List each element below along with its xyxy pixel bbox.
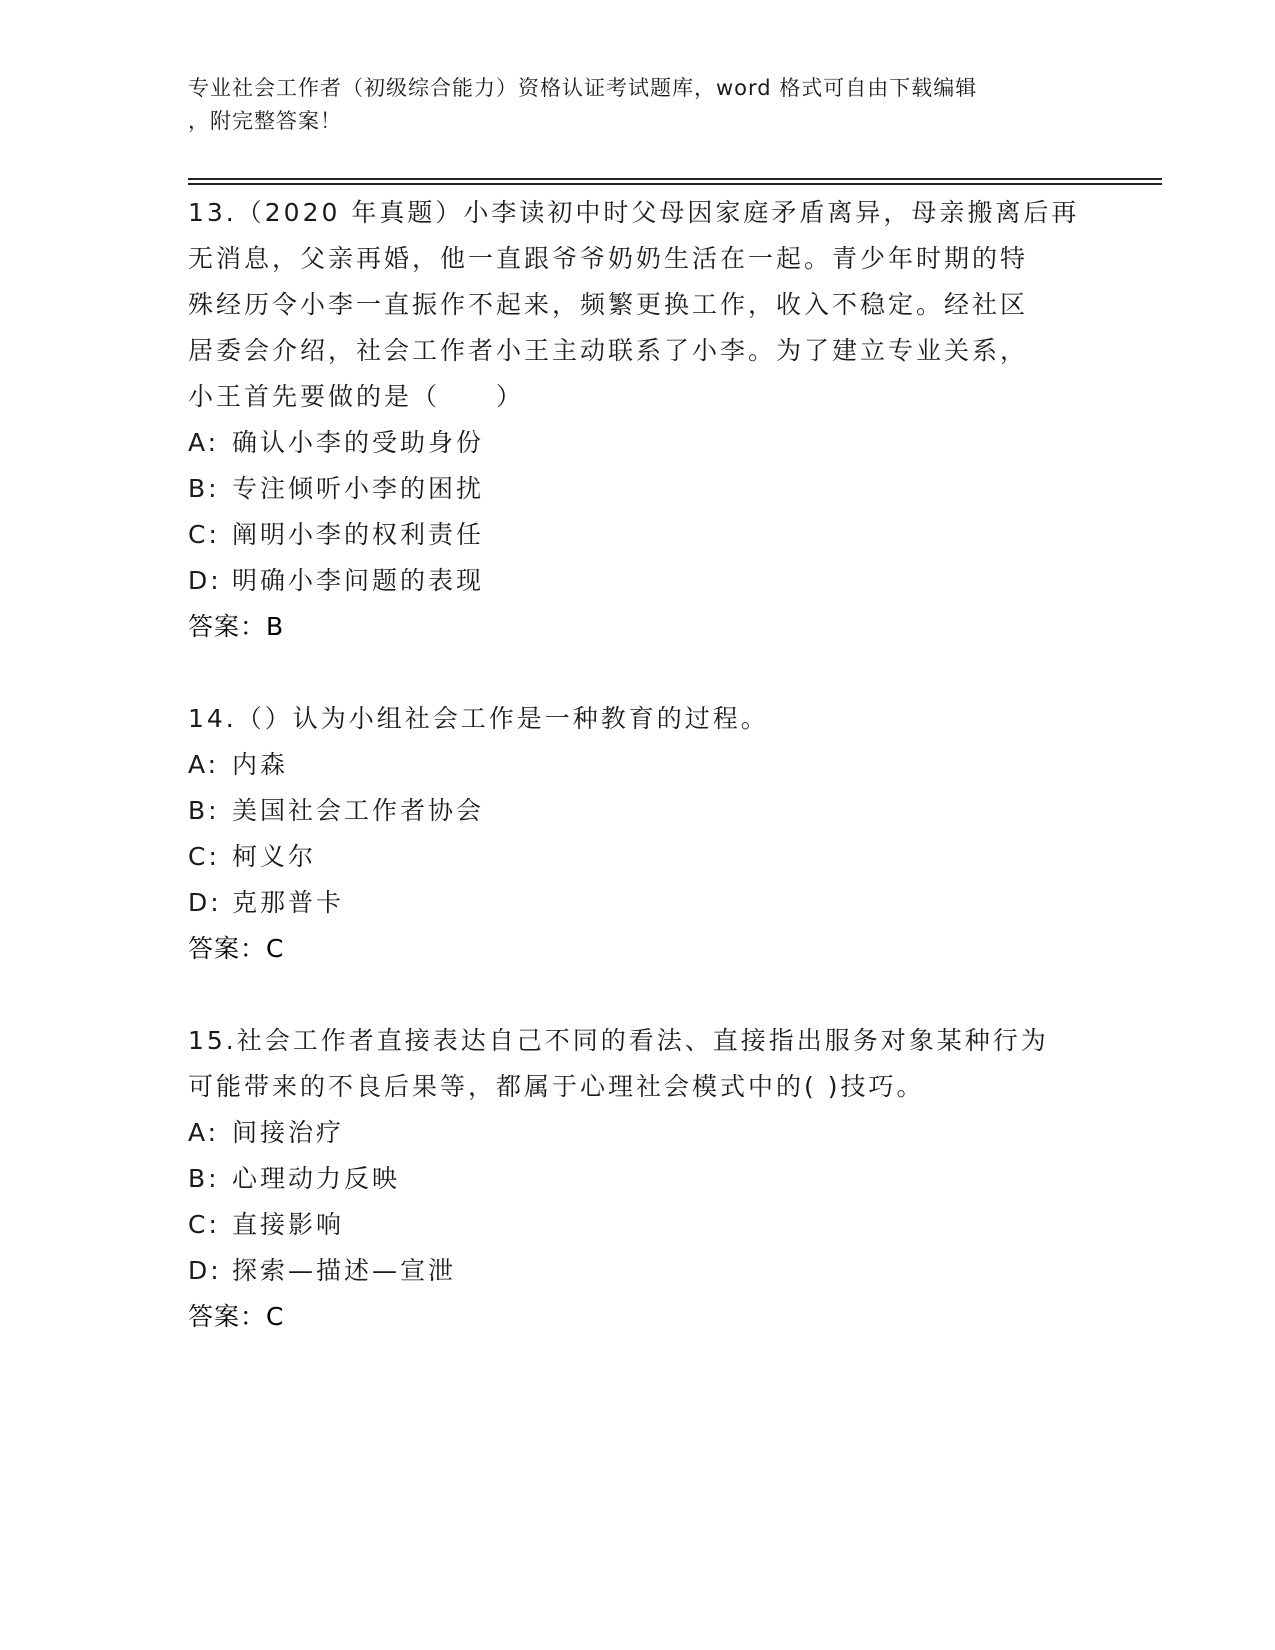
stem-line: 小王首先要做的是（ ） [188, 382, 525, 411]
option-text: 间接治疗 [232, 1118, 345, 1147]
header-title-line-1: 专业社会工作者（初级综合能力）资格认证考试题库，word 格式可自由下载编辑 [188, 76, 978, 100]
option-d [188, 1248, 1088, 1294]
header-divider-top [188, 178, 1162, 180]
stem-line: 居委会介绍，社会工作者小王主动联系了小李。为了建立专业关系， [188, 336, 1029, 365]
option-text: 专注倾听小李的困扰 [232, 474, 485, 503]
option-key: D: [188, 1256, 222, 1285]
option-key: A: [188, 1118, 220, 1147]
option-c [188, 512, 1088, 558]
option-text: 心理动力反映 [232, 1164, 401, 1193]
option-text: 探索—描述—宣泄 [232, 1256, 457, 1285]
option-text: 美国社会工作者协会 [232, 796, 485, 825]
stem-line: 殊经历令小李一直振作不起来，频繁更换工作，收入不稳定。经社区 [188, 290, 1029, 319]
answer-label: 答案：B [188, 612, 285, 641]
question-stem [188, 190, 1088, 420]
option-text: 阐明小李的权利责任 [232, 520, 485, 549]
option-text: 明确小李问题的表现 [232, 566, 485, 595]
option-b [188, 1156, 1088, 1202]
question-15 [188, 1018, 1088, 1340]
option-a [188, 742, 1088, 788]
question-stem [188, 1018, 1088, 1110]
option-text: 确认小李的受助身份 [232, 428, 485, 457]
option-key: B: [188, 796, 220, 825]
option-d [188, 558, 1088, 604]
stem-line: 13.（2020 年真题）小李读初中时父母因家庭矛盾离异，母亲搬离后再 [188, 198, 1080, 227]
question-13 [188, 190, 1088, 650]
question-14 [188, 696, 1088, 972]
stem-line: 无消息，父亲再婚，他一直跟爷爷奶奶生活在一起。青少年时期的特 [188, 244, 1029, 273]
option-d [188, 880, 1088, 926]
option-key: D: [188, 888, 222, 917]
option-key: C: [188, 520, 220, 549]
option-key: A: [188, 428, 220, 457]
option-text: 内森 [232, 750, 289, 779]
option-key: C: [188, 842, 220, 871]
option-key: B: [188, 474, 220, 503]
question-stem [188, 696, 1088, 742]
option-a [188, 1110, 1088, 1156]
answer-label: 答案：C [188, 934, 285, 963]
option-c [188, 1202, 1088, 1248]
option-b [188, 466, 1088, 512]
option-text: 柯义尔 [232, 842, 317, 871]
stem-line: 可能带来的不良后果等，都属于心理社会模式中的( )技巧。 [188, 1072, 925, 1101]
stem-line: 14.（）认为小组社会工作是一种教育的过程。 [188, 704, 769, 733]
option-text: 克那普卡 [232, 888, 345, 917]
option-a [188, 420, 1088, 466]
option-key: A: [188, 750, 220, 779]
option-key: D: [188, 566, 222, 595]
option-text: 直接影响 [232, 1210, 345, 1239]
option-b [188, 788, 1088, 834]
question-list [188, 190, 1088, 1386]
option-c [188, 834, 1088, 880]
header-title-line-2: ，附完整答案！ [188, 109, 342, 133]
option-key: B: [188, 1164, 220, 1193]
answer-label: 答案：C [188, 1302, 285, 1331]
header-divider-bottom [188, 183, 1162, 185]
document-header [188, 72, 1068, 138]
stem-line: 15.社会工作者直接表达自己不同的看法、直接指出服务对象某种行为 [188, 1026, 1049, 1055]
option-key: C: [188, 1210, 220, 1239]
